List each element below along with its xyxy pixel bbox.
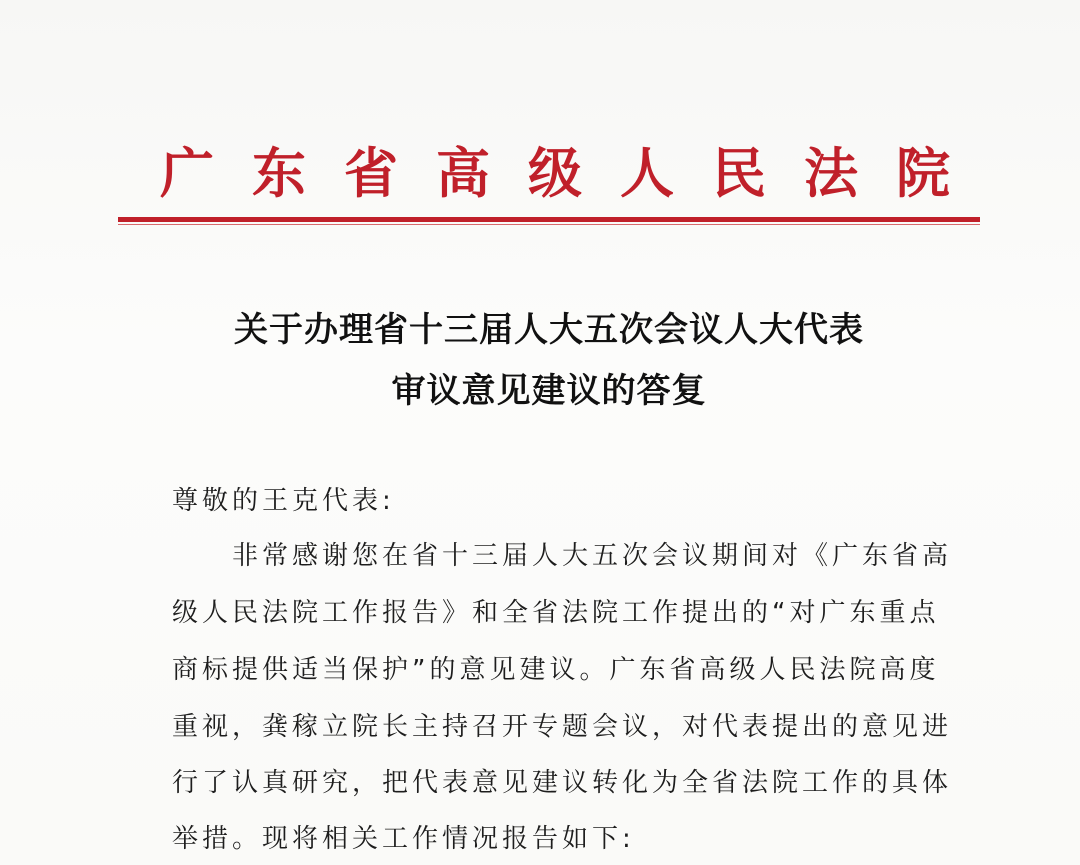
paragraph-line: 重视，龚稼立院长主持召开专题会议，对代表提出的意见进 [172,712,953,742]
paragraph-line: 非常感谢您在省十三届人大五次会议期间对《广东省高 [232,541,953,571]
header-char: 省 [344,141,398,205]
salutation: 尊敬的王克代表: [172,486,395,516]
document-title-line-1: 关于办理省十三届人大五次会议人大代表 [234,310,864,350]
header-char: 东 [252,141,306,205]
header-char: 民 [712,141,766,205]
paragraph-line: 行了认真研究，把代表意见建议转化为全省法院工作的具体 [172,768,953,798]
header-char: 法 [804,141,858,205]
header-char: 高 [436,141,490,205]
header-char: 级 [528,141,582,205]
header-char: 院 [896,141,950,205]
header-char: 广 [160,141,214,205]
paragraph-line: 举措。现将相关工作情况报告如下: [172,824,635,854]
document-title-line-2: 审议意见建议的答复 [391,371,707,411]
paragraph-line: 商标提供适当保护”的意见建议。广东省高级人民法院高度 [172,655,940,685]
issuing-organization-header [160,138,950,208]
paragraph-line: 级人民法院工作报告》和全省法院工作提出的“对广东重点 [172,598,940,628]
header-divider-thin-line [118,224,980,225]
header-divider-red-line [118,217,980,222]
header-char: 人 [620,141,674,205]
